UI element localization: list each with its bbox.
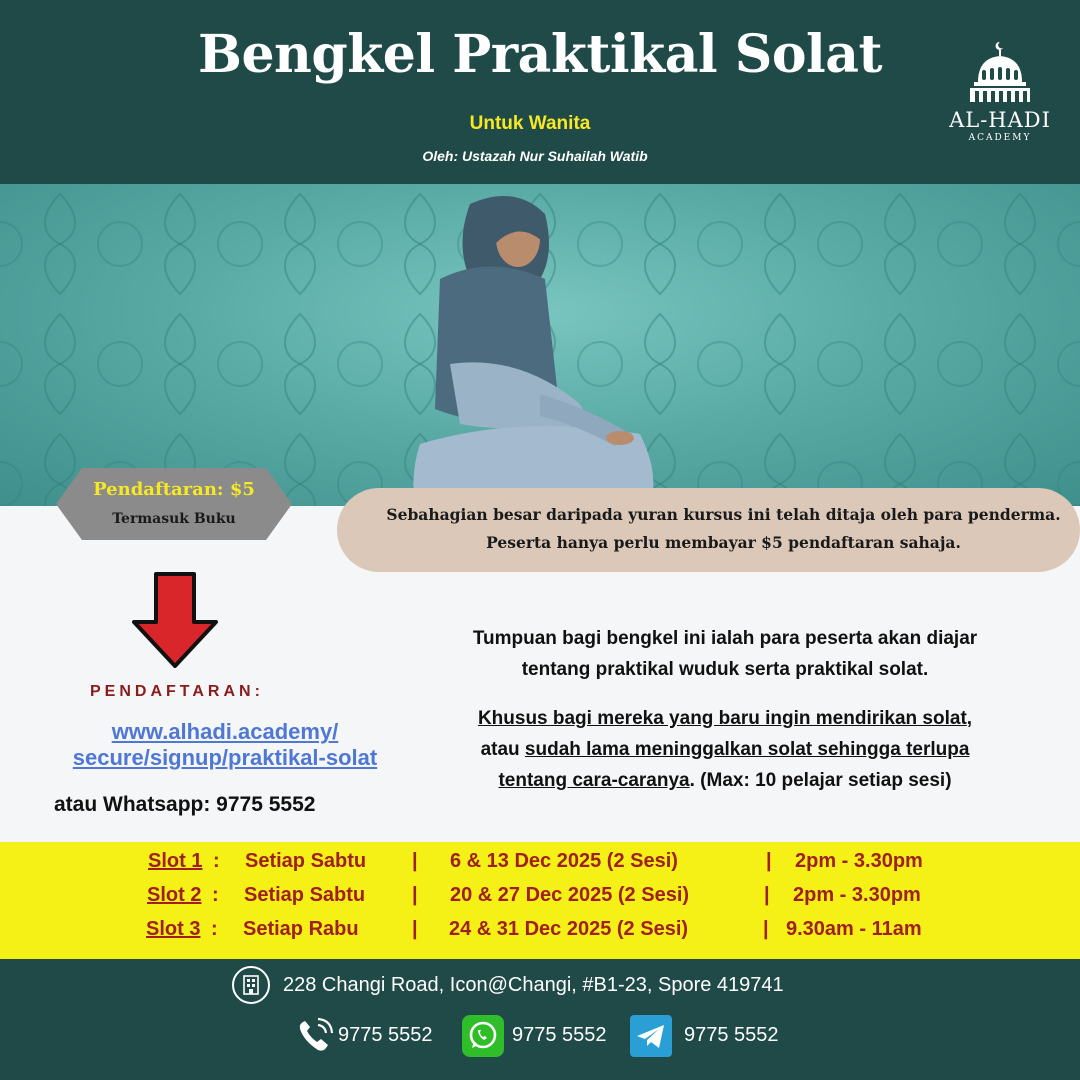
- slot-time: 2pm - 3.30pm: [795, 850, 923, 872]
- slot-name: Slot 2: [147, 884, 202, 906]
- phone-number: 9775 5552: [338, 1024, 433, 1046]
- logo-subtitle: ACADEMY: [968, 133, 1032, 143]
- telegram-number: 9775 5552: [684, 1024, 779, 1046]
- subtitle: Untuk Wanita: [469, 113, 591, 134]
- slot-row: [0, 884, 1080, 914]
- slot-colon: :: [212, 884, 219, 906]
- target-audience: [400, 703, 1050, 796]
- logo-name: AL-HADI: [949, 108, 1051, 132]
- sponsor-line-1: Sebahagian besar daripada yuran kursus ini telah ditaja oleh para penderma.: [386, 505, 1061, 524]
- hero-illustration: [0, 184, 1080, 506]
- slot-name: Slot 1: [148, 850, 203, 872]
- page-title: Bengkel Praktikal Solat: [198, 24, 882, 85]
- slot-separator: |: [412, 918, 418, 940]
- slot-time: 2pm - 3.30pm: [793, 884, 921, 906]
- slot-dates: 20 & 27 Dec 2025 (2 Sesi): [450, 884, 690, 906]
- slot-name: Slot 3: [146, 918, 201, 940]
- slot-day: Setiap Sabtu: [245, 850, 367, 872]
- description-line-2: tentang praktikal wuduk serta praktikal solat.: [521, 659, 929, 680]
- workshop-description: [400, 623, 1050, 685]
- address-text: 228 Changi Road, Icon@Changi, #B1-23, Spore 419741: [283, 974, 784, 996]
- instructor-byline: Oleh: Ustazah Nur Suhailah Watib: [422, 148, 648, 164]
- registration-includes: Termasuk Buku: [112, 511, 236, 527]
- audience-max: . (Max: 10 pelajar setiap sesi): [689, 770, 952, 791]
- slot-colon: :: [213, 850, 220, 872]
- schedule-slots: [0, 842, 1080, 959]
- down-arrow-icon: [132, 572, 218, 668]
- building-icon: [232, 966, 270, 1004]
- registration-price: Pendaftaran: $5: [93, 479, 255, 500]
- slot-separator: |: [412, 884, 418, 906]
- sponsor-note: [337, 488, 1080, 572]
- sponsor-line-2: Peserta hanya perlu membayar $5 pendaftaran sahaja.: [486, 533, 961, 552]
- academy-logo: [940, 38, 1060, 148]
- whatsapp-icon: [462, 1015, 504, 1057]
- hero-banner: [0, 184, 1080, 506]
- slot-dates: 6 & 13 Dec 2025 (2 Sesi): [450, 850, 678, 872]
- slot-separator: |: [763, 918, 769, 940]
- slot-row: [0, 850, 1080, 880]
- whatsapp-number: 9775 5552: [512, 1024, 607, 1046]
- registration-whatsapp: atau Whatsapp: 9775 5552: [54, 793, 316, 816]
- slot-separator: |: [766, 850, 772, 872]
- slot-colon: :: [211, 918, 218, 940]
- audience-forgot: tentang cara-caranya: [498, 770, 690, 791]
- description-line-1: Tumpuan bagi bengkel ini ialah para peserta akan diajar: [472, 628, 978, 649]
- slot-separator: |: [412, 850, 418, 872]
- audience-new: Khusus bagi mereka yang baru ingin mendirikan solat: [477, 708, 967, 729]
- phone-icon: [294, 1015, 336, 1057]
- slot-day: Setiap Rabu: [243, 918, 359, 940]
- registration-link-line-1[interactable]: www.alhadi.academy/: [111, 719, 339, 744]
- audience-lapsed: sudah lama meninggalkan solat sehingga terlupa: [524, 739, 970, 760]
- slot-row: [0, 918, 1080, 948]
- registration-label: PENDAFTARAN:: [90, 683, 264, 700]
- audience-or: atau: [480, 739, 525, 760]
- slot-dates: 24 & 31 Dec 2025 (2 Sesi): [449, 918, 689, 940]
- mosque-logo-icon: [940, 38, 1060, 108]
- slot-day: Setiap Sabtu: [244, 884, 366, 906]
- registration-link-line-2[interactable]: secure/signup/praktikal-solat: [72, 745, 378, 770]
- telegram-icon: [630, 1015, 672, 1057]
- audience-comma: ,: [966, 708, 973, 729]
- registration-link[interactable]: [30, 719, 420, 771]
- slot-separator: |: [764, 884, 770, 906]
- slot-time: 9.30am - 11am: [786, 918, 922, 940]
